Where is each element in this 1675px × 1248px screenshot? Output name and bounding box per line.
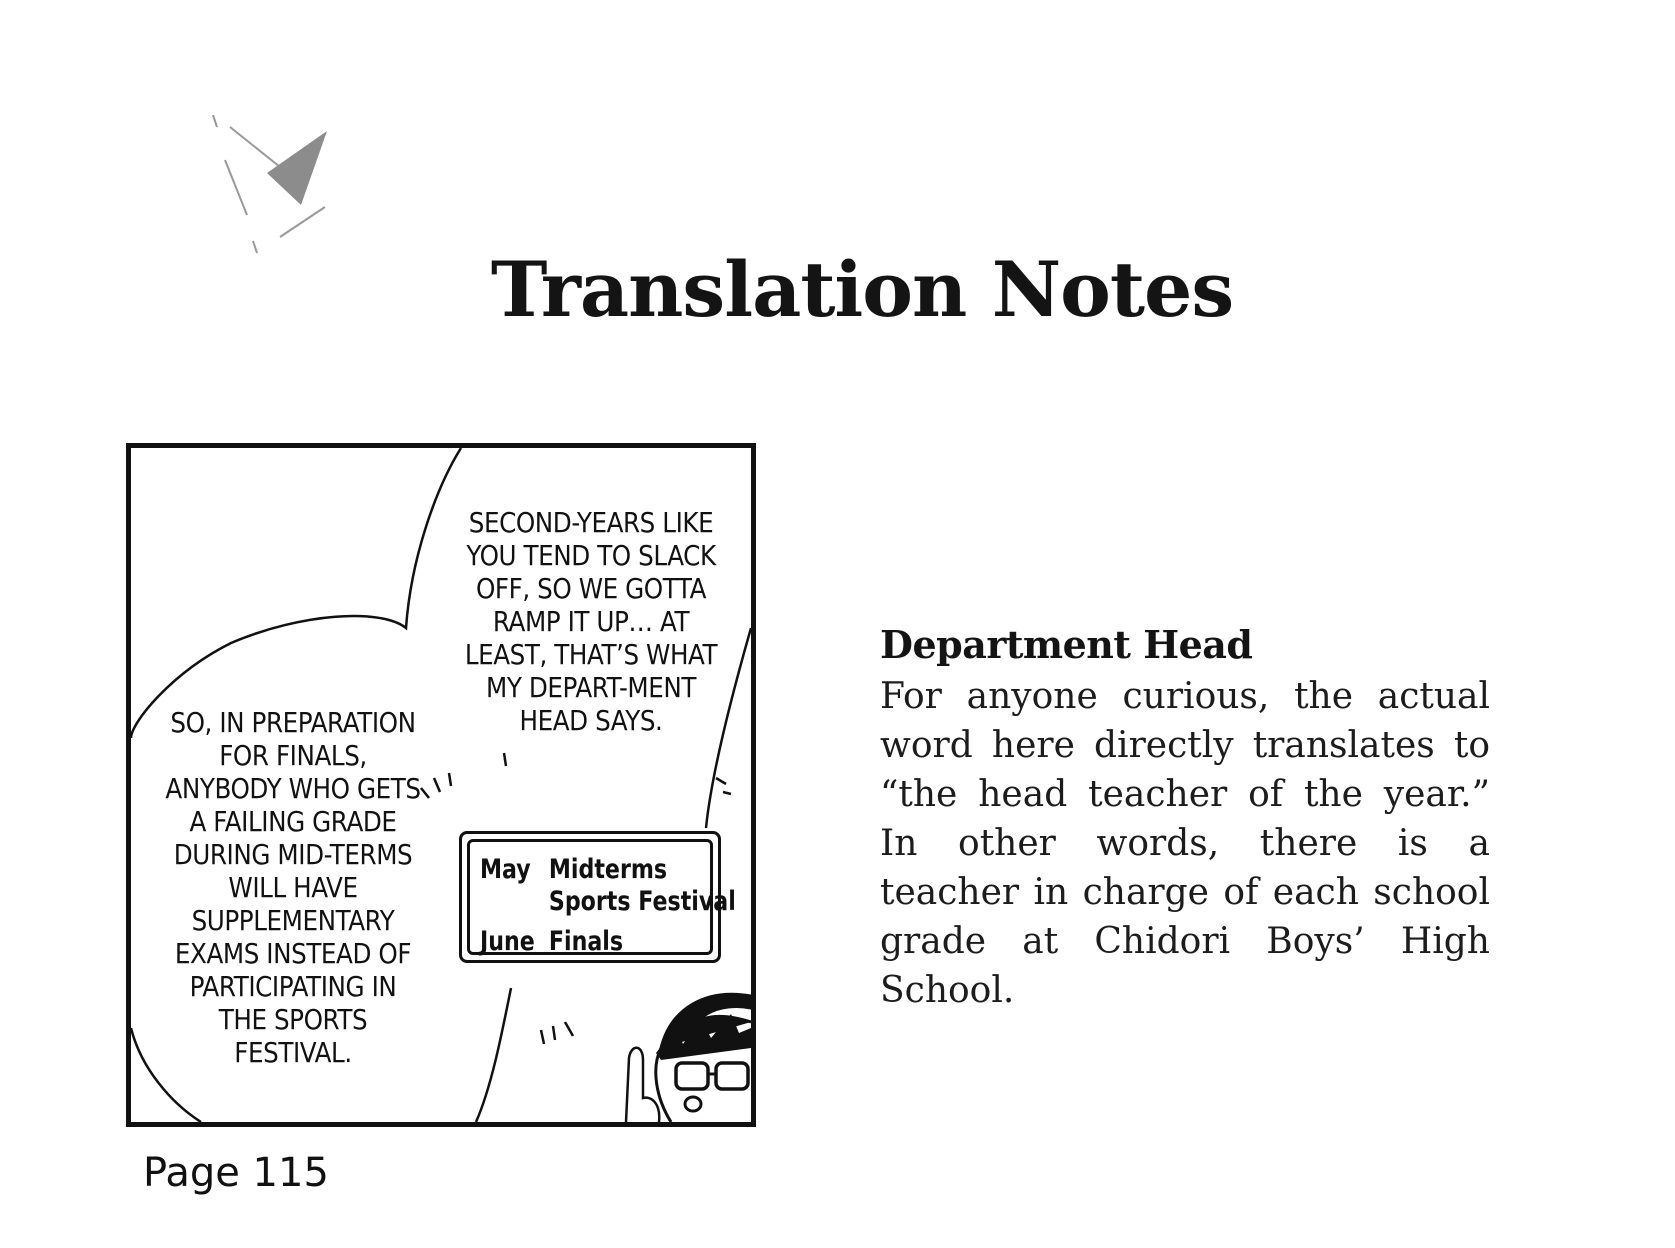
schedule-month: June xyxy=(480,926,535,957)
schedule-board xyxy=(459,831,736,963)
page-reference: Page 115 xyxy=(143,1150,329,1196)
note-body: For anyone curious, the actual word here directly translates to “the head teacher of the year.” In other words, there is a teacher in charge of each school grade at Chidori Boys’ High School. xyxy=(880,676,1490,1011)
speech-bubble-right: SECOND-YEARS LIKE YOU TEND TO SLACK OFF, SO WE GOTTA RAMP IT UP… AT LEAST, THAT’S WHAT MY DEPART-MENT HEAD SAYS. xyxy=(464,506,718,737)
paper-plane-icon xyxy=(205,115,335,265)
note-heading: Department Head xyxy=(880,622,1253,667)
schedule-event: Sports Festival xyxy=(548,886,736,917)
schedule-month: May xyxy=(480,854,531,885)
manga-panel xyxy=(126,443,756,1127)
schedule-events xyxy=(549,854,736,918)
schedule-event: Finals xyxy=(548,926,624,957)
schedule-events xyxy=(549,926,623,958)
speech-bubble-left: SO, IN PREPARATION FOR FINALS, ANYBODY WHO GETS A FAILING GRADE DURING MID-TERMS WILL HAVE SUPPLEMENTARY EXAMS INSTEAD OF PARTICIPATING IN THE SPORTS FESTIVAL. xyxy=(165,706,421,1069)
schedule-event: Midterms xyxy=(548,854,668,885)
schedule-row xyxy=(480,854,736,918)
schedule-board-inner xyxy=(467,839,736,957)
page-title: Translation Notes xyxy=(490,245,1234,334)
translation-note xyxy=(880,622,1490,1015)
schedule-row xyxy=(480,926,623,958)
